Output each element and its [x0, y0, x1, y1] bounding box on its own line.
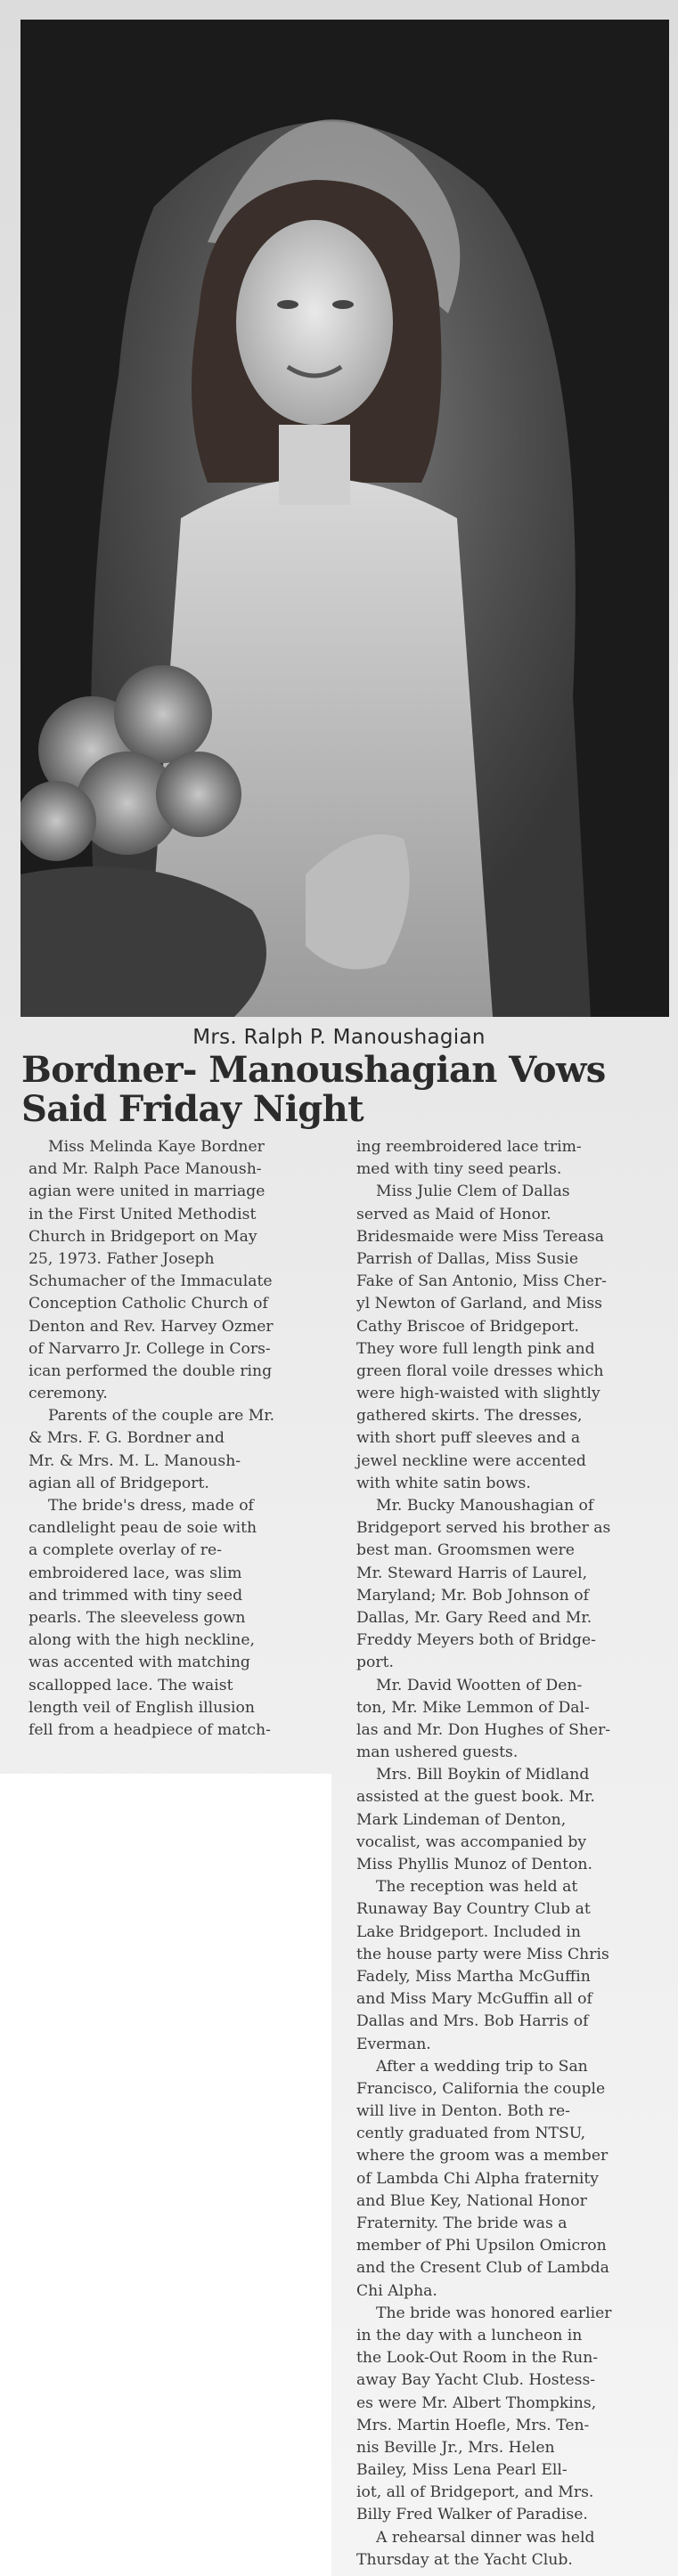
article-line: Mr. David Wootten of Den- — [376, 1676, 583, 1694]
article-line: las and Mr. Don Hughes of Sher- — [356, 1720, 611, 1739]
left-eye — [277, 300, 298, 309]
article-line: green floral voile dresses which — [356, 1361, 604, 1380]
article-line: fell from a headpiece of match- — [29, 1720, 271, 1739]
article-line: Freddy Meyers both of Bridge- — [356, 1631, 596, 1650]
face — [236, 220, 393, 425]
article-line: Parents of the couple are Mr. — [48, 1407, 275, 1426]
article-line: the Look-Out Room in the Run- — [356, 2349, 599, 2368]
article-line: Miss Julie Clem of Dallas — [376, 1182, 570, 1201]
article-line: ican performed the double ring — [29, 1361, 273, 1380]
high-neckline — [279, 425, 350, 505]
article-line: away Bay Yacht Club. Hostess- — [356, 2371, 596, 2390]
article-line: served as Maid of Honor. — [356, 1205, 551, 1223]
article-line: Lake Bridgeport. Included in — [356, 1922, 581, 1941]
article-line: and Miss Mary McGuffin all of — [356, 1990, 592, 2009]
article-line: A rehearsal dinner was held — [376, 2528, 595, 2547]
article-line: port. — [356, 1654, 394, 1672]
article-line: 25, 1973. Father Joseph — [29, 1249, 215, 1268]
article-line: Bailey, Miss Lena Pearl Ell- — [356, 2461, 568, 2480]
photo-caption: Mrs. Ralph P. Manoushagian — [192, 1026, 486, 1049]
article-line: best man. Groomsmen were — [356, 1541, 575, 1560]
article-line: Bridesmaide were Miss Tereasa — [356, 1227, 604, 1246]
article-line: nis Beville Jr., Mrs. Helen — [356, 2438, 555, 2457]
article-line: med with tiny seed pearls. — [356, 1160, 562, 1179]
article-line: and Blue Key, National Honor — [356, 2191, 587, 2210]
article-line: Chi Alpha. — [356, 2281, 437, 2300]
article-line: where the groom was a member — [356, 2147, 609, 2166]
article-line: pearls. The sleeveless gown — [29, 1608, 246, 1627]
article-line: The bride was honored earlier — [376, 2304, 612, 2322]
article-line: Maryland; Mr. Bob Johnson of — [356, 1586, 589, 1605]
article-line: man ushered guests. — [356, 1743, 519, 1762]
article-line: candlelight peau de soie with — [29, 1519, 257, 1538]
article-line: Fadely, Miss Martha McGuffin — [356, 1967, 591, 1986]
article-line: The reception was held at — [376, 1878, 578, 1897]
article-line: agian all of Bridgeport. — [29, 1474, 209, 1492]
article-line: Church in Bridgeport on May — [29, 1227, 257, 1246]
article-line: will live in Denton. Both re- — [356, 2102, 570, 2121]
article-line: cently graduated from NTSU, — [356, 2125, 586, 2143]
headline — [21, 1051, 672, 1129]
headline-line-1: Bordner- Manoushagian Vows — [21, 1049, 606, 1091]
article-line: and the Cresent Club of Lambda — [356, 2259, 609, 2278]
article-line: iot, all of Bridgeport, and Mrs. — [356, 2483, 594, 2502]
article-line: Fraternity. The bride was a — [356, 2214, 568, 2232]
article-line: Mr. Bucky Manoushagian of — [376, 1497, 594, 1515]
article-line: Mrs. Bill Boykin of Midland — [376, 1766, 590, 1784]
article-line: Miss Phyllis Munoz of Denton. — [356, 1856, 592, 1873]
article-line: in the First United Methodist — [29, 1205, 257, 1223]
article-line: yl Newton of Garland, and Miss — [356, 1295, 603, 1313]
article-line: were high-waisted with slightly — [356, 1385, 600, 1403]
article-line: assisted at the guest book. Mr. — [356, 1788, 595, 1807]
bride-photo-illustration — [20, 20, 669, 1017]
article-line: The bride's dress, made of — [48, 1497, 254, 1515]
article-line: scallopped lace. The waist — [29, 1676, 233, 1694]
article-line: gathered skirts. The dresses, — [356, 1407, 583, 1426]
article-line: and Mr. Ralph Pace Manoush- — [29, 1160, 262, 1179]
bouquet-flower — [156, 752, 241, 837]
article-column-left — [29, 1136, 327, 1742]
article-line: ton, Mr. Mike Lemmon of Dal- — [356, 1698, 590, 1717]
article-line: Cathy Briscoe of Bridgeport. — [356, 1317, 579, 1336]
article-line: along with the high neckline, — [29, 1631, 255, 1650]
article-line: embroidered lace, was slim — [29, 1564, 242, 1582]
article-line: Miss Melinda Kaye Bordner — [48, 1138, 265, 1156]
article-column-right — [356, 1136, 668, 2572]
blank-area — [0, 1774, 331, 2576]
right-eye — [332, 300, 354, 309]
article-line: ceremony. — [29, 1385, 108, 1403]
article-line: Francisco, California the couple — [356, 2079, 606, 2098]
article-line: of Lambda Chi Alpha fraternity — [356, 2169, 600, 2188]
article-line: in the day with a luncheon in — [356, 2326, 583, 2344]
article-line: Schumacher of the Immaculate — [29, 1272, 273, 1291]
article-line: Denton and Rev. Harvey Ozmer — [29, 1317, 274, 1336]
article-line: length veil of English illusion — [29, 1698, 255, 1717]
article-line: Dallas and Mrs. Bob Harris of — [356, 2012, 589, 2031]
article-line: the house party were Miss Chris — [356, 1945, 609, 1963]
article-line: Everman. — [356, 2035, 431, 2053]
article-line: jewel neckline were accented — [356, 1451, 586, 1470]
article-line: Mrs. Martin Hoefle, Mrs. Ten- — [356, 2416, 590, 2434]
article-line: with short puff sleeves and a — [356, 1429, 581, 1448]
article-line: and trimmed with tiny seed — [29, 1586, 243, 1605]
article-line: with white satin bows. — [356, 1474, 531, 1492]
article-line: of Narvarro Jr. College in Cors- — [29, 1339, 271, 1358]
bride-photo — [20, 20, 669, 1017]
article-line: es were Mr. Albert Thompkins, — [356, 2393, 597, 2412]
article-line: a complete overlay of re- — [29, 1541, 222, 1560]
article-line: Conception Catholic Church of — [29, 1295, 268, 1313]
article-line: & Mrs. F. G. Bordner and — [29, 1429, 225, 1448]
headline-line-2: Said Friday Night — [21, 1088, 364, 1130]
article-line: After a wedding trip to San — [376, 2057, 588, 2076]
article-line: Fake of San Antonio, Miss Cher- — [356, 1272, 607, 1291]
article-line: member of Phi Upsilon Omicron — [356, 2237, 607, 2255]
article-line: Bridgeport served his brother as — [356, 1519, 611, 1538]
article-line: Mr. Steward Harris of Laurel, — [356, 1564, 588, 1582]
article-line: They wore full length pink and — [356, 1339, 595, 1358]
article-line: Billy Fred Walker of Paradise. — [356, 2506, 588, 2524]
article-line: ing reembroidered lace trim- — [356, 1138, 582, 1156]
article-line: Dallas, Mr. Gary Reed and Mr. — [356, 1608, 592, 1627]
article-line: agian were united in marriage — [29, 1182, 265, 1201]
article-line: was accented with matching — [29, 1654, 250, 1672]
article-line: vocalist, was accompanied by — [356, 1832, 587, 1851]
article-line: Runaway Bay Country Club at — [356, 1900, 591, 1919]
article-line: Mr. & Mrs. M. L. Manoush- — [29, 1451, 241, 1470]
article-line: Parrish of Dallas, Miss Susie — [356, 1249, 579, 1268]
article-line: Mark Lindeman of Denton, — [356, 1810, 567, 1829]
bouquet-flower — [114, 665, 212, 763]
article-line: Thursday at the Yacht Club. — [356, 2550, 573, 2569]
